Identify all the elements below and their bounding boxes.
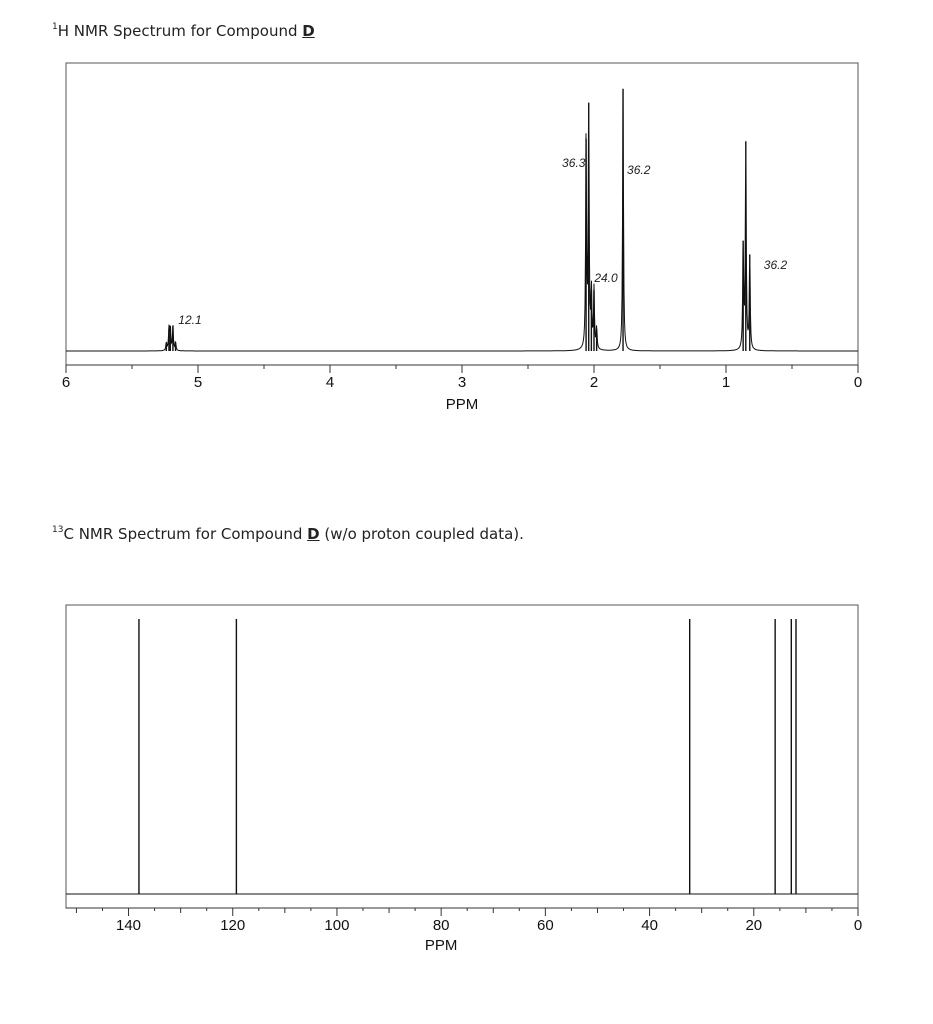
h-nmr-x-tick-label: 5 <box>193 374 203 391</box>
c-nmr-title-suffix: (w/o proton coupled data). <box>319 525 524 543</box>
c-nmr-x-tick-label: 80 <box>432 917 450 934</box>
c-nmr-x-axis-label: PPM <box>424 937 458 954</box>
h-nmr-x-tick-label: 4 <box>325 374 335 391</box>
h-nmr-x-tick-label: 2 <box>589 374 599 391</box>
h-nmr-integration-label: 36.2 <box>763 258 788 272</box>
c-nmr-title-text: C NMR Spectrum for Compound <box>63 525 308 543</box>
h-nmr-x-tick-label: 3 <box>457 374 467 391</box>
c-nmr-x-tick-label: 60 <box>537 917 554 934</box>
h-nmr-title-text: H NMR Spectrum for Compound <box>57 22 303 40</box>
c-nmr-x-tick-label: 0 <box>853 917 863 934</box>
h-nmr-x-tick-label: 6 <box>61 374 71 391</box>
h-nmr-integration-label: 36.2 <box>627 163 651 177</box>
h-nmr-x-tick-label: 1 <box>721 374 731 391</box>
c-nmr-x-tick-label: 20 <box>745 917 763 934</box>
c-nmr-x-tick-label: 140 <box>116 917 142 934</box>
h-nmr-x-axis-label: PPM <box>445 396 479 413</box>
c-nmr-title-superscript: 13 <box>52 525 64 535</box>
h-nmr-integration-label: 12.1 <box>178 313 202 327</box>
h-nmr-integration-label: 24.0 <box>594 271 618 285</box>
h-nmr-compound-label: D <box>302 22 315 40</box>
h-nmr-integration-label: 36.3 <box>562 156 586 170</box>
h-nmr-x-tick-label: 0 <box>853 374 863 391</box>
h-nmr-title-superscript: 1 <box>52 22 58 32</box>
c-nmr-x-tick-label: 120 <box>220 917 246 934</box>
c-nmr-plot-frame <box>66 605 858 908</box>
c-nmr-x-tick-label: 100 <box>324 917 350 934</box>
c-nmr-compound-label: D <box>307 525 320 543</box>
c-nmr-x-tick-label: 40 <box>641 917 658 934</box>
